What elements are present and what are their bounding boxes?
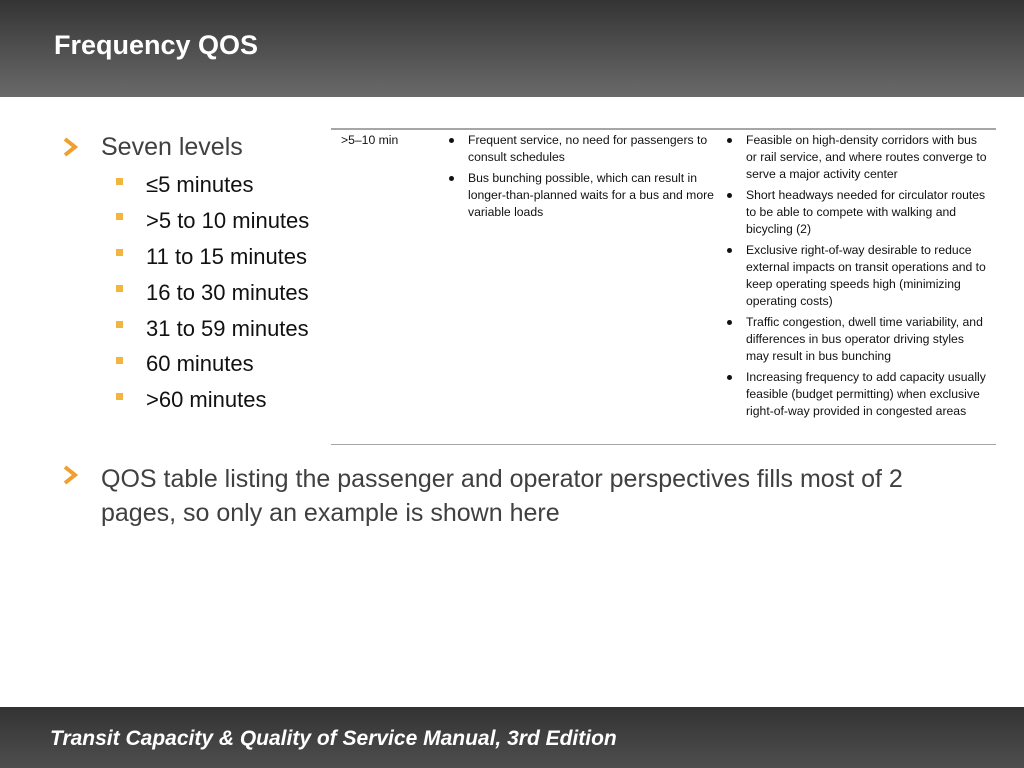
- level-item: 16 to 30 minutes: [146, 280, 309, 305]
- bullet-qos-table-note: QOS table listing the passenger and operator perspectives fills most of 2 pages, so only an example is shown here: [101, 465, 903, 527]
- list-item: Traffic congestion, dwell time variability, and differences in bus operator driving styles may result in bus bunching: [725, 314, 990, 365]
- chevron-right-icon: [62, 465, 80, 485]
- level-item: 31 to 59 minutes: [146, 316, 309, 341]
- list-item: Increasing frequency to add capacity usually feasible (budget permitting) when exclusive right-of-way provided in congested areas: [725, 369, 990, 420]
- square-bullet-icon: [116, 393, 123, 400]
- operator-perspective-cell: [725, 132, 990, 424]
- list-item: Short headways needed for circulator routes to be able to compete with walking and bicycling (2): [725, 187, 990, 238]
- square-bullet-icon: [116, 213, 123, 220]
- square-bullet-icon: [116, 321, 123, 328]
- chevron-right-icon: [62, 137, 80, 157]
- qos-example-table: [331, 128, 996, 445]
- passenger-perspective-cell: [447, 132, 717, 225]
- bullet-dot-icon: [449, 138, 454, 143]
- bullet-seven-levels: Seven levels: [101, 133, 243, 161]
- level-item: ≤5 minutes: [146, 172, 254, 197]
- bullet-dot-icon: [727, 193, 732, 198]
- bullet-dot-icon: [727, 248, 732, 253]
- level-item: 60 minutes: [146, 351, 254, 376]
- bullet-dot-icon: [727, 375, 732, 380]
- square-bullet-icon: [116, 178, 123, 185]
- level-item: 11 to 15 minutes: [146, 244, 308, 269]
- table-level-cell: >5–10 min: [341, 133, 399, 147]
- list-item: Exclusive right-of-way desirable to reduce external impacts on transit operations and to keep operating speeds high (minimizing operating costs): [725, 242, 990, 310]
- level-item: >60 minutes: [146, 387, 267, 412]
- list-item: Feasible on high-density corridors with bus or rail service, and where routes converge to serve a major activity center: [725, 132, 990, 183]
- slide-footer: [0, 707, 1024, 768]
- level-item: >5 to 10 minutes: [146, 208, 310, 233]
- bullet-dot-icon: [727, 138, 732, 143]
- bullet-dot-icon: [727, 320, 732, 325]
- slide-title: Frequency QOS: [54, 30, 259, 60]
- list-item: Frequent service, no need for passengers to consult schedules: [447, 132, 717, 166]
- bullet-dot-icon: [449, 176, 454, 181]
- footer-text: Transit Capacity & Quality of Service Manual, 3rd Edition: [50, 727, 617, 750]
- square-bullet-icon: [116, 285, 123, 292]
- square-bullet-icon: [116, 249, 123, 256]
- list-item: Bus bunching possible, which can result in longer-than-planned waits for a bus and more variable loads: [447, 170, 717, 221]
- square-bullet-icon: [116, 357, 123, 364]
- slide-header: [0, 0, 1024, 97]
